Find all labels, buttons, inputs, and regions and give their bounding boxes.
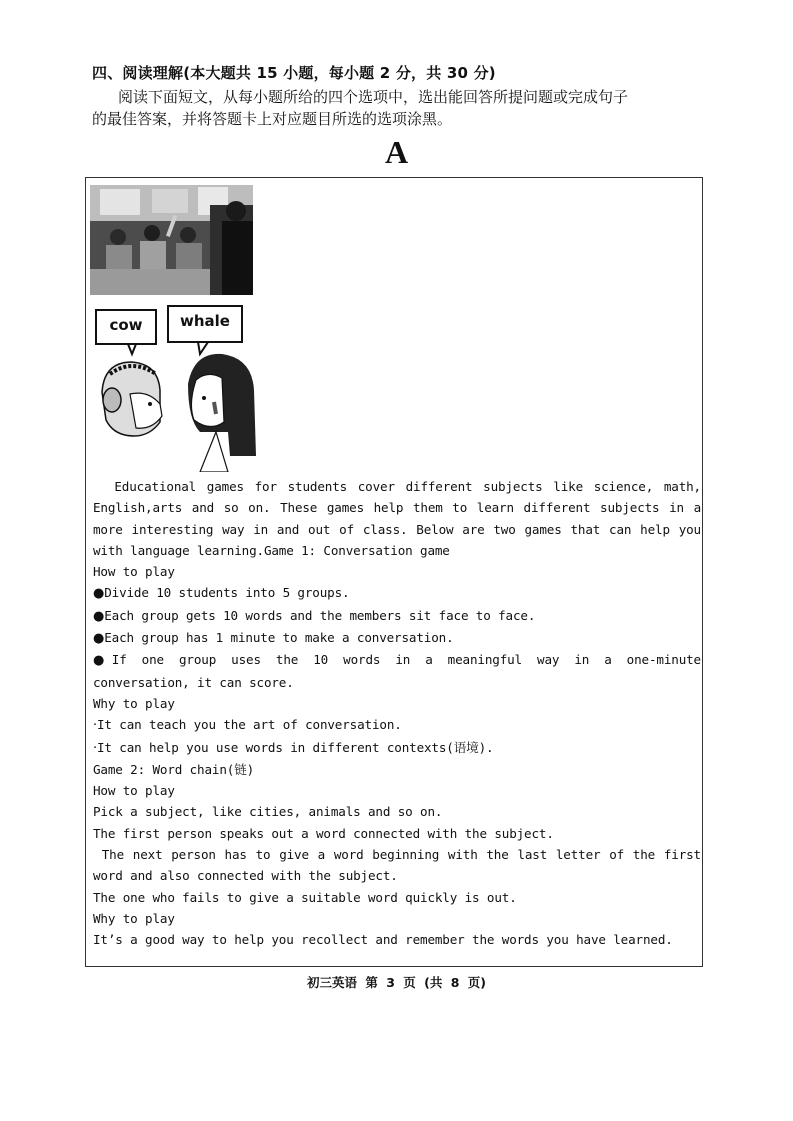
- game2-step: The first person speaks out a word connected with the subject.: [93, 825, 554, 841]
- passage-letter: A: [384, 134, 409, 170]
- why-item: ·It can teach you the art of conversation.: [93, 717, 402, 734]
- instruction-line-1: 阅读下面短文，从每小题所给的四个选项中，选出能回答所提问题或完成句子: [118, 88, 629, 106]
- game2-why-heading: Why to play: [93, 910, 175, 926]
- small-dot-icon: ·: [93, 718, 97, 734]
- bullet-dot-icon: ●: [93, 608, 105, 624]
- game2-step-continuation: word and also connected with the subject.: [93, 868, 398, 884]
- bubble-whale-text: whale: [180, 312, 230, 330]
- bullet-dot-icon: ●: [93, 631, 105, 647]
- bullet-continuation: conversation, it can score.: [93, 674, 294, 690]
- classroom-photo: [90, 185, 253, 295]
- small-dot-icon: ·: [93, 740, 97, 756]
- game1-why-heading: Why to play: [93, 695, 175, 711]
- game1-how-heading: How to play: [93, 564, 175, 580]
- intro-line-4: with language learning.Game 1: Conversation game: [93, 542, 450, 558]
- intro-line-3: more interesting way in and out of class. Below are two games that can help you: [93, 521, 701, 537]
- game2-why-text: It’s a good way to help you recollect and remember the words you have learned.: [93, 932, 673, 948]
- bullet-item: ●Each group has 1 minute to make a conversation.: [93, 630, 454, 647]
- instruction-line-2: 的最佳答案，并将答题卡上对应题目所选的选项涂黑。: [92, 110, 453, 128]
- bullet-item: ●Each group gets 10 words and the members sit face to face.: [93, 607, 536, 624]
- why-item: ·It can help you use words in different contexts(语境).: [93, 739, 494, 756]
- game2-step: Pick a subject, like cities, animals and so on.: [93, 804, 443, 820]
- bullet-item: ●If one group uses the 10 words in a meaningful way in a one-minute: [93, 652, 701, 669]
- game2-title: Game 2: Word chain(链): [93, 761, 255, 777]
- section-title: 四、阅读理解(本大题共 15 小题，每小题 2 分，共 30 分): [92, 64, 496, 82]
- instructions: [92, 86, 704, 130]
- intro-line-2: English,arts and so on. These games help them to learn different subjects in a: [93, 500, 701, 516]
- page-footer: 初三英语 第 3 页 (共 8 页): [307, 975, 486, 990]
- bullet-dot-icon: ●: [93, 586, 105, 602]
- bullet-dot-icon: ●: [93, 653, 112, 669]
- game2-how-heading: How to play: [93, 783, 175, 799]
- passage-box: [85, 177, 703, 967]
- bubble-cow-text: cow: [109, 316, 143, 334]
- game2-step: The next person has to give a word beginning with the last letter of the first: [93, 847, 701, 863]
- intro-line-1: Educational games for students cover different subjects like science, math,: [93, 479, 701, 494]
- bullet-item: ●Divide 10 students into 5 groups.: [93, 585, 350, 602]
- game2-step: The one who fails to give a suitable word quickly is out.: [93, 889, 517, 905]
- passage-text: [93, 476, 701, 951]
- cartoon-illustration: [90, 304, 260, 472]
